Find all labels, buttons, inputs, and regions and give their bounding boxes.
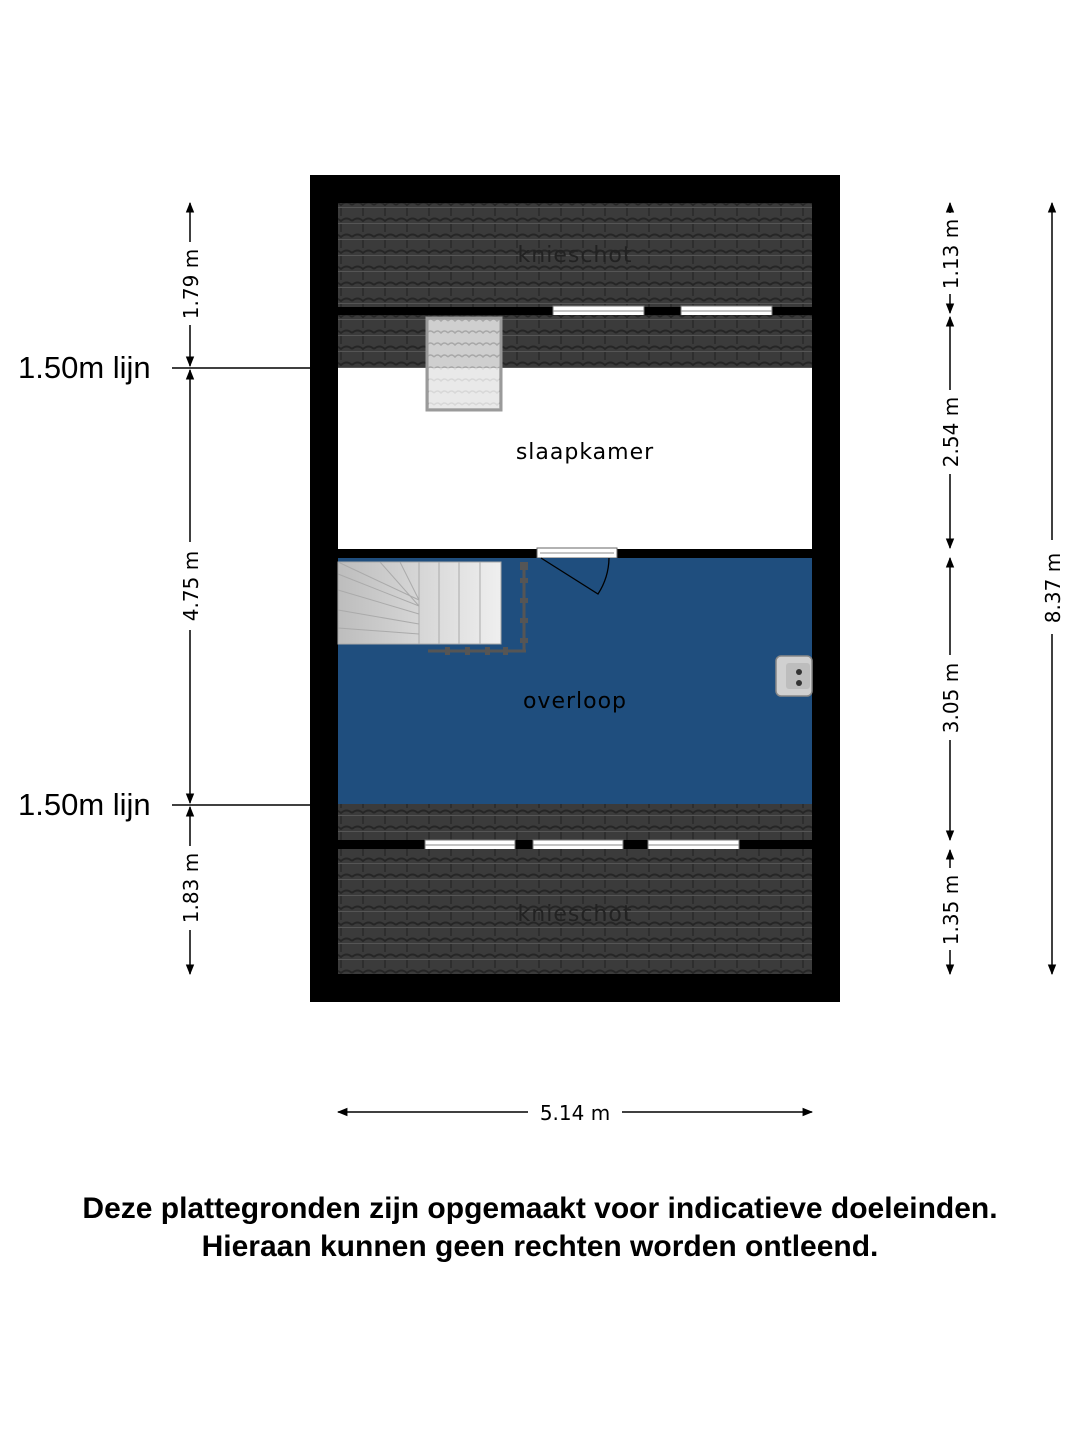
right-dimension-total: [1041, 203, 1065, 974]
svg-text:1.79 m: 1.79 m: [179, 248, 203, 320]
svg-text:1.13 m: 1.13 m: [939, 218, 963, 290]
room-label-knieschot-bottom: knieschot: [517, 902, 633, 927]
left-dimension-bottom: [179, 807, 203, 974]
staircase: [338, 562, 528, 655]
svg-text:1.83 m: 1.83 m: [179, 852, 203, 924]
width-dimension: [338, 1101, 812, 1125]
right-dimension-d1: [939, 203, 963, 313]
right-dimension-d2: [939, 317, 963, 548]
disclaimer-line-2: Hieraan kunnen geen rechten worden ontleend.: [201, 1230, 879, 1263]
overloop-slope-bottom: [338, 804, 812, 840]
right-dimension-d4: [939, 850, 963, 974]
svg-text:3.05 m: 3.05 m: [939, 662, 963, 734]
room-label-slaapkamer: slaapkamer: [515, 440, 655, 465]
disclaimer-line-1: Deze plattegronden zijn opgemaakt voor indicatieve doeleinden.: [82, 1192, 998, 1225]
svg-text:2.54 m: 2.54 m: [939, 396, 963, 468]
svg-text:8.37 m: 8.37 m: [1041, 552, 1065, 624]
room-label-knieschot-top: knieschot: [517, 243, 633, 268]
room-label-overloop: overloop: [522, 689, 628, 714]
svg-text:1.35 m: 1.35 m: [939, 874, 963, 946]
slaapkamer-slope-top: [338, 315, 812, 368]
svg-text:4.75 m: 4.75 m: [179, 550, 203, 622]
svg-text:5.14 m: 5.14 m: [539, 1101, 611, 1125]
left-dimension-middle: [179, 370, 203, 803]
boiler-unit: [776, 656, 812, 696]
height-line-label-lower: 1.50m lijn: [18, 787, 151, 822]
height-line-label-upper: 1.50m lijn: [18, 350, 151, 385]
right-dimension-d3: [939, 558, 963, 840]
left-dimension-top: [179, 203, 203, 366]
